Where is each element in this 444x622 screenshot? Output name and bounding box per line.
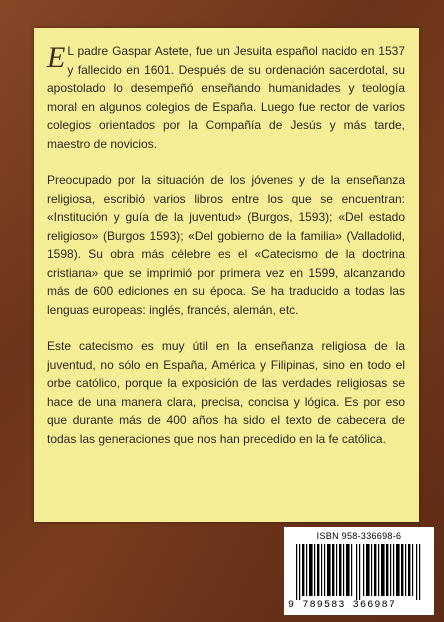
barcode-bars [294, 544, 424, 600]
barcode [284, 527, 434, 615]
drop-cap: E [47, 41, 66, 74]
isbn-label: ISBN 958-336698-6 [316, 531, 402, 541]
paragraph-1-text: L padre Gaspar Astete, fue un Jesuita español nacido en 1537 y fallecido en 1601. Después de su ordenación sacerdotal, su apostolado lo desempeñó enseñando humanidades y teología moral en algunos colegios de España. Luego fue rector de varios colegios orientados por la Compañía de Jesús y más tarde, maestro de novicios. [47, 44, 405, 151]
paragraph-2: Preocupado por la situación de los jóvenes y de la enseñanza religiosa, escribió varios libros entre los que se encuentran: «Institución y guía de la juventud» (Burgos, 1593); «Del estado religioso» (Burgos 1593); «Del gobierno de la familia» (Valladolid, 1598). Su obra más célebre es el «Catecismo de la doctrina cristiana» que se imprimió por primera vez en 1599, alcanzando más de 600 ediciones en su época. Se ha traducido a todas las lenguas europeas: inglés, francés, alemán, etc. [47, 173, 405, 317]
barcode-digits: 9 789583 366987 [288, 600, 397, 611]
paragraph-3: Este catecismo es muy útil en la enseñanza religiosa de la juventud, no sólo en España, América y Filipinas, sino en todo el orbe católico, porque la exposición de las verdades religiosas se hace de una manera clara, precisa, concisa y lógica. Es por eso que durante más de 400 años ha sido el texto de cabecera de todas las generaciones que nos han precedido en la fe católica. [47, 339, 405, 446]
paragraph-1 [47, 42, 405, 153]
text-panel [34, 28, 419, 522]
text-body [47, 42, 405, 466]
